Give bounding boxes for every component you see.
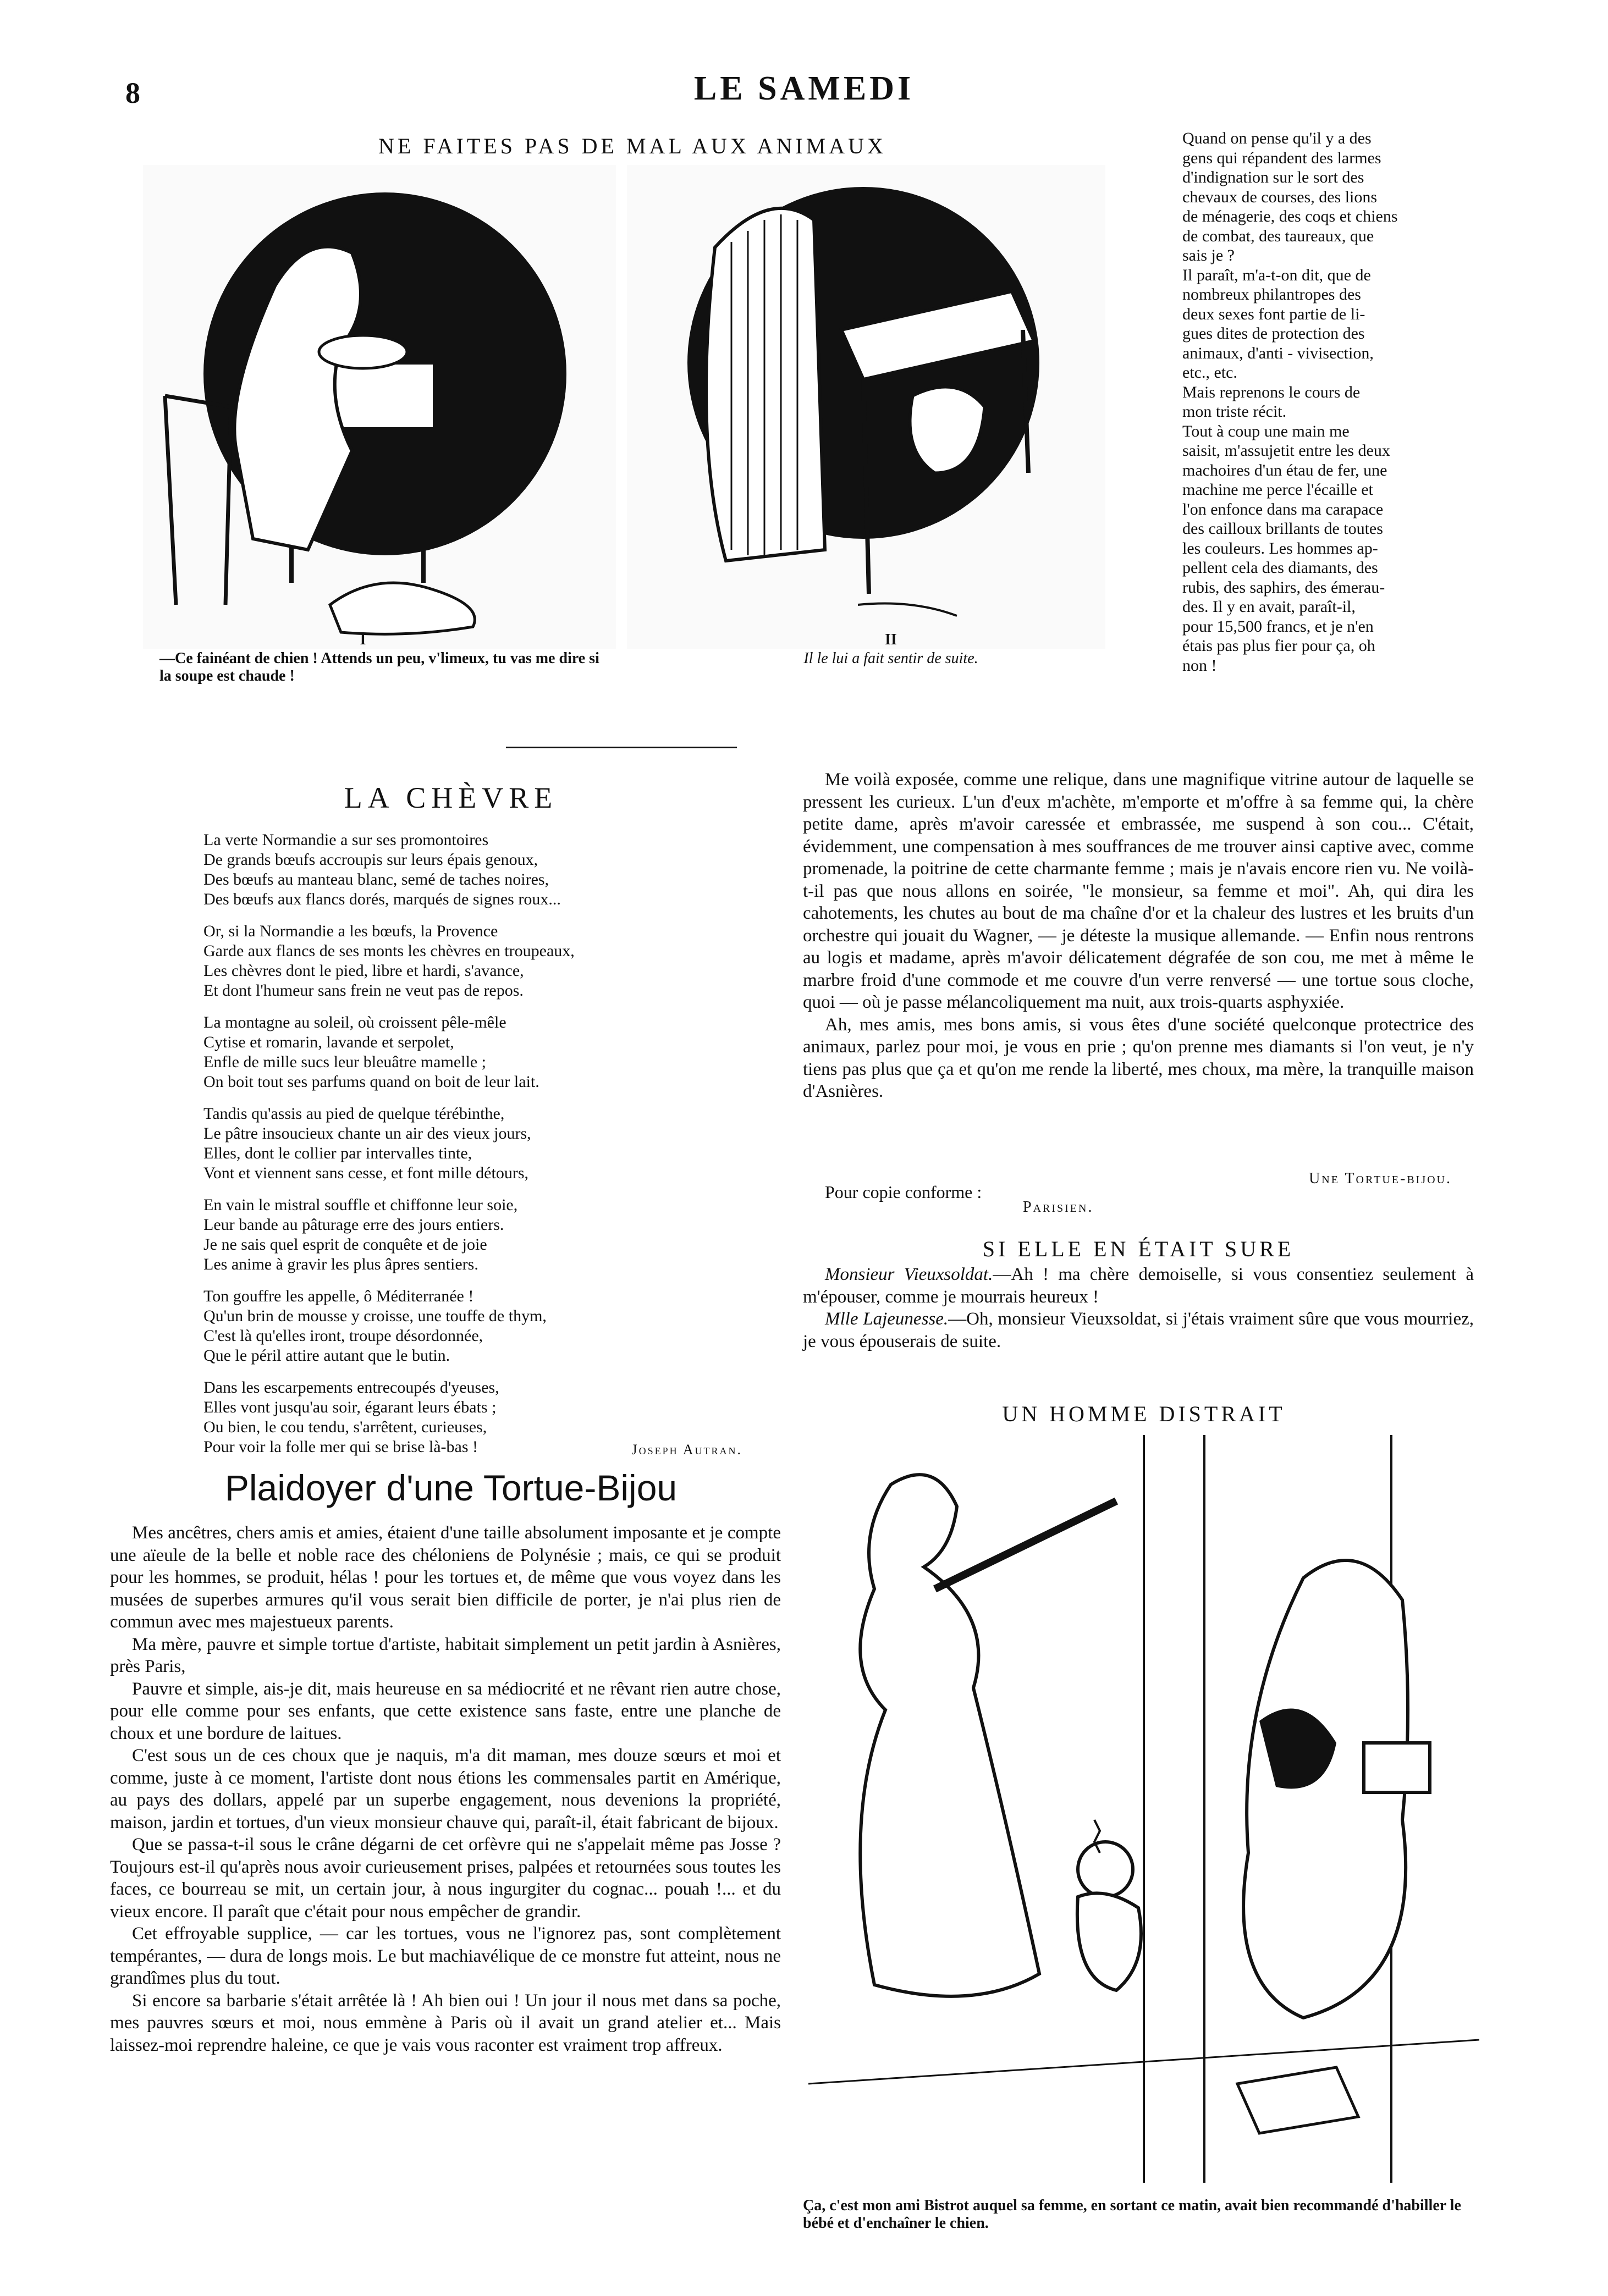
text-line: les couleurs. Les hommes ap- bbox=[1182, 539, 1378, 558]
stanza bbox=[203, 1195, 731, 1274]
poem-body bbox=[203, 830, 731, 1469]
verse-line: Cytise et romarin, lavande et serpolet, bbox=[203, 1033, 454, 1051]
verse-line: La verte Normandie a sur ses promontoires bbox=[203, 831, 489, 849]
article-body bbox=[110, 1522, 781, 2056]
panel-2-caption: Il le lui a fait sentir de suite. bbox=[803, 650, 978, 667]
article-signature: Une Tortue-bijou. bbox=[1309, 1170, 1452, 1187]
text-line: Tout à coup une main me bbox=[1182, 422, 1350, 440]
paragraph: Si encore sa barbarie s'était arrêtée là ! Ah bien oui ! Un jour il nous met dans sa poche, mes pauvres sœurs et moi, nous emmène à Paris où il avait un grand atelier et... Mais laissez-moi reprendre haleine, ce que je vais vous raconter est vraiment trop affreux. bbox=[110, 1990, 781, 2055]
stanza bbox=[203, 1287, 731, 1366]
verse-line: De grands bœufs accroupis sur leurs épais genoux, bbox=[203, 851, 538, 869]
paragraph: Que se passa-t-il sous le crâne dégarni de cet orfèvre qui ne s'appelait même pas Josse ? Toujours est-il qu'après nous avoir curieusement prises, palpées et retournées sous toutes les faces, ce bourreau se mit, un certain jour, à nous ingurgiter du cognac... pouah !... et du vieux encore. Il paraît que c'était pour nous empêcher de grandir. bbox=[110, 1835, 781, 1922]
poem-title: LA CHÈVRE bbox=[344, 781, 558, 814]
copie-label: Pour copie conforme : bbox=[825, 1182, 982, 1202]
paragraph: Ma mère, pauvre et simple tortue d'artiste, habitait simplement un petit jardin à Asnières, près Paris, bbox=[110, 1634, 781, 1676]
cartoon-2-title: UN HOMME DISTRAIT bbox=[1002, 1401, 1286, 1426]
page-number: 8 bbox=[125, 76, 140, 109]
text-line: machine me perce l'écaille et bbox=[1182, 481, 1373, 499]
text-line: mon triste récit. bbox=[1182, 402, 1287, 421]
text-line: Mais reprenons le cours de bbox=[1182, 383, 1361, 401]
stanza bbox=[203, 921, 731, 1001]
verse-line: C'est là qu'elles iront, troupe désordonnée, bbox=[203, 1327, 483, 1345]
dialogue: —Ah ! ma chère demoiselle, si vous consentiez seulement à m'épouser, comme je mourrais heureux ! bbox=[803, 1265, 1474, 1307]
verse-line: Les anime à gravir les plus âpres sentiers. bbox=[203, 1255, 478, 1273]
divider bbox=[506, 747, 737, 748]
joke-body bbox=[803, 1263, 1474, 1353]
verse-line: On boit tout ses parfums quand on boit de leur lait. bbox=[203, 1073, 539, 1091]
text-line: non ! bbox=[1182, 656, 1217, 675]
text-line: sais je ? bbox=[1182, 246, 1235, 264]
paragraph: Cet effroyable supplice, — car les tortues, vous ne l'ignorez pas, sont complètement tempérantes, — dura de longs mois. Le but machiavélique de ce monstre fut atteint, nous ne grandîmes plus du tout. bbox=[110, 1924, 781, 1988]
verse-line: Ton gouffre les appelle, ô Méditerranée ! bbox=[203, 1287, 474, 1305]
stanza bbox=[203, 830, 731, 909]
joke-line-1 bbox=[803, 1263, 1474, 1308]
text-line: étais pas plus fier pour ça, oh bbox=[1182, 637, 1375, 655]
text-line: des. Il y en avait, paraît-il, bbox=[1182, 598, 1356, 616]
cartoon-panel-1-illustration bbox=[143, 165, 616, 649]
copie-name: Parisien. bbox=[1023, 1199, 1094, 1216]
speaker-name: Monsieur Vieuxsoldat. bbox=[825, 1265, 993, 1284]
paragraph: Mes ancêtres, chers amis et amies, étaient d'une taille absolument imposante et je compte une aïeule de la belle et noble race des chéloniens de Polynésie ; mais, ce qui se produit pour les hommes, se produit, hélas ! pour les tortues et, de même que vous voyez dans les musées de superbes armures qu'il vous serait bien difficile de porter, je n'ai plus rien de commun avec mes majestueux parents. bbox=[110, 1523, 781, 1632]
text-line: Il paraît, m'a-t-on dit, que de bbox=[1182, 266, 1371, 284]
verse-line: Que le péril attire autant que le butin. bbox=[203, 1346, 450, 1365]
text-line: Quand on pense qu'il y a des bbox=[1182, 129, 1372, 147]
text-line: l'on enfonce dans ma carapace bbox=[1182, 500, 1384, 518]
paragraph: C'est sous un de ces choux que je naquis, m'a dit maman, mes douze sœurs et moi et comme, juste à ce moment, l'artiste dont nous étions les commensales partit en Amérique, au pays des dollars, appelé par un superbe engagement, nous devenions la propriété, maison, jardin et tortues, d'un vieux monsieur chauve qui, paraît-il, était fabricant de bijoux. bbox=[110, 1746, 781, 1833]
verse-line: Des bœufs aux flancs dorés, marqués de signes roux... bbox=[203, 890, 561, 908]
text-line: saisit, m'assujetit entre les deux bbox=[1182, 441, 1390, 460]
cartoon-2-illustration bbox=[808, 1435, 1479, 2183]
verse-line: Or, si la Normandie a les bœufs, la Provence bbox=[203, 922, 498, 940]
text-line: deux sexes font partie de li- bbox=[1182, 305, 1365, 323]
joke-line-2 bbox=[803, 1308, 1474, 1353]
verse-line: Qu'un brin de mousse y croisse, une touffe de thym, bbox=[203, 1307, 547, 1325]
speaker-name: Mlle Lajeunesse. bbox=[825, 1309, 949, 1329]
cartoon-panel-2-illustration bbox=[627, 165, 1105, 649]
verse-line: Enfle de mille sucs leur bleuâtre mamelle ; bbox=[203, 1053, 486, 1071]
text-line: machoires d'un étau de fer, une bbox=[1182, 461, 1387, 479]
text-line: gues dites de protection des bbox=[1182, 324, 1365, 343]
text-line: d'indignation sur le sort des bbox=[1182, 168, 1364, 186]
text-line: des cailloux brillants de toutes bbox=[1182, 520, 1383, 538]
paragraph: Pauvre et simple, ais-je dit, mais heureuse en sa médiocrité et ne rêvant rien autre chose, pour elle comme pour ses enfants, que cette existence sans faste, entre une planche de choux et une bordure de laitues. bbox=[110, 1679, 781, 1743]
stanza bbox=[203, 1104, 731, 1183]
article-title: Plaidoyer d'une Tortue-Bijou bbox=[224, 1467, 678, 1508]
verse-line: Des bœufs au manteau blanc, semé de taches noires, bbox=[203, 870, 549, 888]
verse-line: La montagne au soleil, où croissent pêle-mêle bbox=[203, 1013, 506, 1031]
verse-line: Leur bande au pâturage erre des jours entiers. bbox=[203, 1216, 504, 1234]
verse-line: En vain le mistral souffle et chiffonne leur soie, bbox=[203, 1196, 518, 1214]
panel-1-number: I bbox=[360, 631, 366, 648]
verse-line: Dans les escarpements entrecoupés d'yeuses, bbox=[203, 1378, 499, 1397]
poem-author: Joseph Autran. bbox=[631, 1442, 742, 1458]
text-line: etc., etc. bbox=[1182, 363, 1237, 382]
text-line: gens qui répandent des larmes bbox=[1182, 148, 1381, 167]
text-line: animaux, d'anti - vivisection, bbox=[1182, 344, 1374, 362]
verse-line: Tandis qu'assis au pied de quelque térébinthe, bbox=[203, 1105, 505, 1123]
paragraph: Me voilà exposée, comme une relique, dans une magnifique vitrine autour de laquelle se pressent les curieux. L'un d'eux m'achète, m'emporte et m'offre à sa femme qui, la chère petite dame, après m'avoir caressée et embrassée, me suspend à son cou... C'était, évidemment, une compensation à mes souffrances de me trouver ainsi captive avec, comme promenade, la poitrine de cette charmante femme ; mais je n'avais encore rien vu. Ne voilà-t-il pas que nous allons en soirée, "le monsieur, sa femme et moi". Ah, qui dira les cahotements, les chutes au bout de ma chaîne d'or et la chaleur des lustres et les bruits d'un orchestre qui jouait du Wagner, — je déteste la musique allemande. — Enfin nous rentrons au logis et madame, après m'avoir délicatement dégrafée de son cou, me met à même le marbre froid d'une commode et me couvre d'un verre renversé — une tortue sous cloche, quoi — où je passe mélancoliquement ma nuit, aux trois-quarts asphyxiée. bbox=[803, 770, 1474, 1012]
cartoon-2-caption: Ça, c'est mon ami Bistrot auquel sa femme, en sortant ce matin, avait bien recommandé d'habiller le bébé et d'enchaîner le chien. bbox=[803, 2197, 1461, 2232]
panel-2-number: II bbox=[885, 631, 897, 648]
stanza bbox=[203, 1013, 731, 1092]
text-line: rubis, des saphirs, des émerau- bbox=[1182, 578, 1385, 597]
text-line: de ménagerie, des coqs et chiens bbox=[1182, 207, 1398, 225]
verse-line: Je ne sais quel esprit de conquête et de joie bbox=[203, 1235, 487, 1254]
verse-line: Et dont l'humeur sans frein ne veut pas de repos. bbox=[203, 981, 524, 1000]
right-column-text bbox=[1182, 129, 1468, 675]
journal-title: LE SAMEDI bbox=[693, 70, 915, 107]
paragraph: Ah, mes amis, mes bons amis, si vous êtes d'une société quelconque protectrice des animaux, parlez pour moi, je vous en prie ; qu'on prenne mes diamants si l'on veut, je n'y tiens pas plus que ça et qu'on me rende la liberté, mes choux, ma mère, la tranquille maison d'Asnières. bbox=[803, 1014, 1474, 1101]
verse-line: Garde aux flancs de ses monts les chèvres en troupeaux, bbox=[203, 942, 575, 960]
verse-line: Les chèvres dont le pied, libre et hardi, s'avance, bbox=[203, 962, 524, 980]
verse-line: Ou bien, le cou tendu, s'arrêtent, curieuses, bbox=[203, 1418, 487, 1436]
text-line: pour 15,500 francs, et je n'en bbox=[1182, 617, 1374, 636]
text-line: de combat, des taureaux, que bbox=[1182, 227, 1374, 245]
verse-line: Vont et viennent sans cesse, et font mille détours, bbox=[203, 1164, 528, 1182]
continuation-text bbox=[803, 769, 1474, 1103]
verse-line: Le pâtre insoucieux chante un air des vieux jours, bbox=[203, 1124, 531, 1143]
text-line: chevaux de courses, des lions bbox=[1182, 187, 1378, 206]
dialogue: —Oh, monsieur Vieuxsoldat, si j'étais vraiment sûre que vous mourriez, je vous épouserais de suite. bbox=[803, 1309, 1474, 1351]
cartoon-title: NE FAITES PAS DE MAL AUX ANIMAUX bbox=[378, 134, 886, 158]
text-line: pellent cela des diamants, des bbox=[1182, 559, 1378, 577]
verse-line: Pour voir la folle mer qui se brise là-bas ! bbox=[203, 1438, 478, 1456]
verse-line: Elles, dont le collier par intervalles tinte, bbox=[203, 1144, 472, 1162]
panel-1-caption: —Ce fainéant de chien ! Attends un peu, v'limeux, tu vas me dire si la soupe est chaude ! bbox=[159, 650, 599, 685]
text-line: nombreux philantropes des bbox=[1182, 285, 1361, 303]
verse-line: Elles vont jusqu'au soir, égarant leurs ébats ; bbox=[203, 1398, 497, 1416]
joke-title: SI ELLE EN ÉTAIT SURE bbox=[982, 1237, 1295, 1261]
